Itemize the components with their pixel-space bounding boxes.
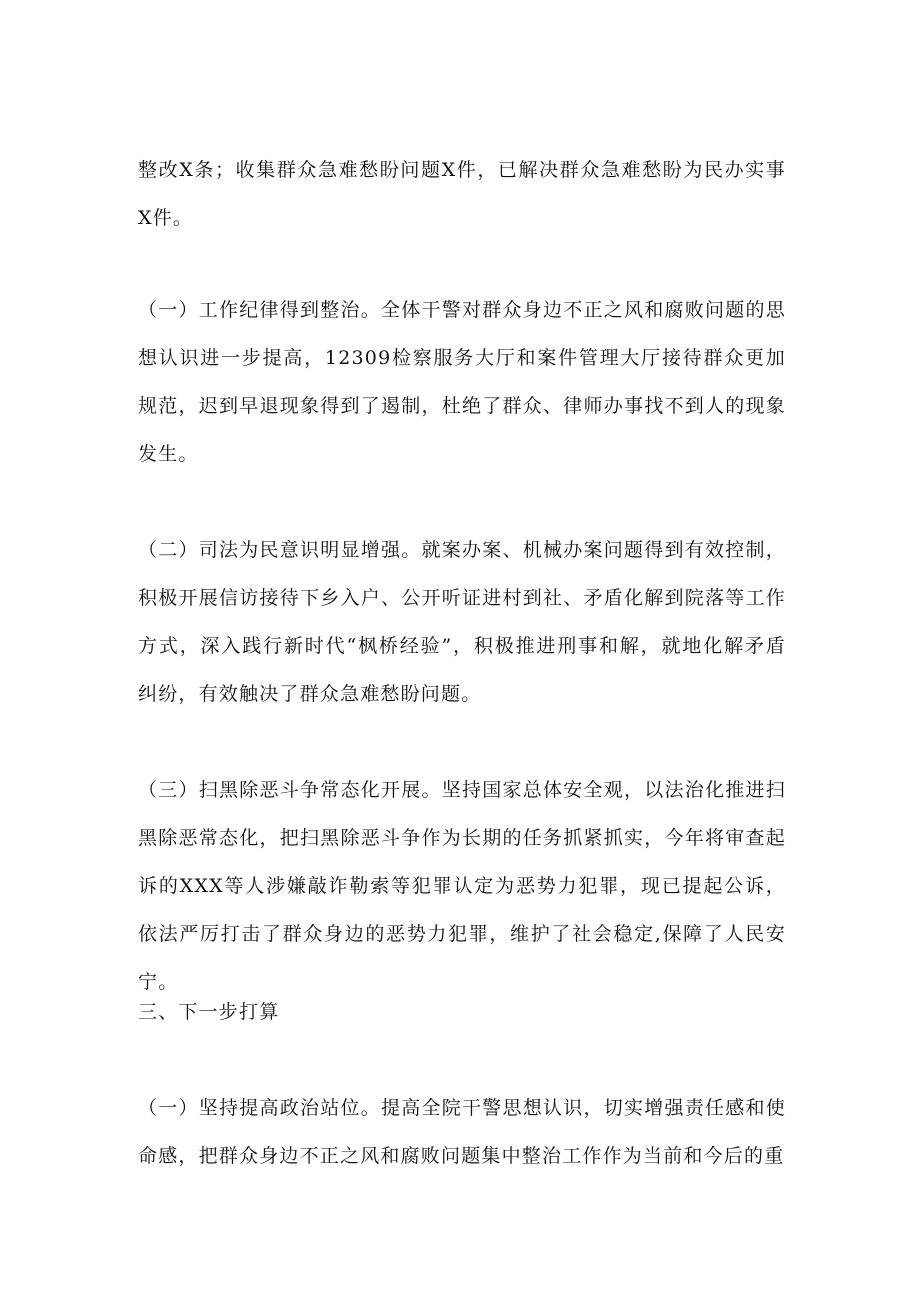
paragraph-work-discipline: （一）工作纪律得到整治。全体干警对群众身边不正之风和腐败问题的思想认识进一步提高，12309检察服务大厅和案件管理大厅接待群众更加规范，迟到早退现象得到了遏制，杜绝了群众、律师办事找不到人的现象发生。 xyxy=(138,299,786,465)
paragraph-justice-for-people: （二）司法为民意识明显增强。就案办案、机械办案问题得到有效控制，积极开展信访接待下乡入户、公开听证进村到社、矛盾化解到院落等工作方式，深入践行新时代“枫桥经验”，积极推进刑事和解，就地化解矛盾纠纷，有效触决了群众急难愁盼问题。 xyxy=(138,539,786,705)
paragraph-political-stance: （一）坚持提高政治站位。提高全院干警思想认识，切实增强责任感和使命感，把群众身边不正之风和腐败问题集中整治工作作为当前和今后的重 xyxy=(138,1097,786,1167)
section-heading-next-steps: 三、下一步打算 xyxy=(138,1001,280,1023)
paragraph-rectification-summary: 整改X条；收集群众急难愁盼问题X件，已解决群众急难愁盼为民办实事X件。 xyxy=(138,159,786,229)
paragraph-anti-gang-campaign: （三）扫黑除恶斗争常态化开展。坚持国家总体安全观，以法治化推进扫黑除恶常态化，把扫黑除恶斗争作为长期的任务抓紧抓实，今年将审查起诉的XXX等人涉嫌敲诈勒索等犯罪认定为恶势力犯罪，现已提起公诉，依法严厉打击了群众身边的恶势力犯罪，维护了社会稳定,保障了人民安宁。 xyxy=(138,779,786,993)
